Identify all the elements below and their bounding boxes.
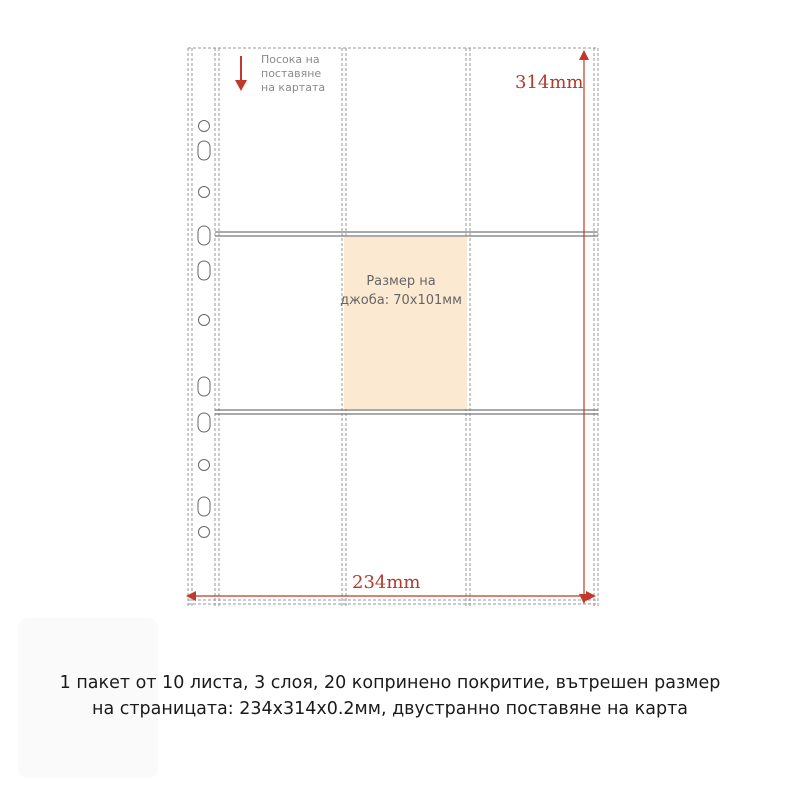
height-dimension-label: 314mm bbox=[515, 72, 584, 93]
punch-hole-icon bbox=[199, 527, 210, 538]
pocket-line-1: Размер на bbox=[366, 274, 436, 289]
pocket-line-2: джоба: 70x101мм bbox=[340, 293, 462, 308]
up-down-arrow-icon bbox=[579, 50, 589, 604]
punch-hole-icon bbox=[199, 121, 210, 132]
punch-hole-icon bbox=[198, 377, 210, 396]
down-arrow-icon bbox=[235, 56, 247, 91]
insertion-direction-label bbox=[261, 53, 325, 95]
highlighted-pocket bbox=[344, 237, 467, 409]
punch-holes bbox=[198, 121, 210, 538]
punch-hole-icon bbox=[199, 460, 210, 471]
punch-hole-icon bbox=[198, 413, 210, 432]
width-dimension-label: 234mm bbox=[352, 572, 421, 593]
pocket-size-label bbox=[321, 272, 481, 310]
punch-hole-icon bbox=[199, 187, 210, 198]
punch-hole-icon bbox=[198, 226, 210, 245]
hint-line-3: на картата bbox=[261, 81, 326, 94]
caption-line-1: 1 пакет от 10 листа, 3 слоя, 20 копринено покритие, вътрешен размер bbox=[59, 673, 721, 693]
punch-hole-icon bbox=[198, 497, 210, 516]
punch-hole-icon bbox=[198, 261, 210, 280]
punch-hole-icon bbox=[198, 141, 210, 160]
punch-hole-icon bbox=[199, 315, 210, 326]
hint-line-2: поставяне bbox=[261, 67, 322, 80]
caption-line-2: на страницата: 234x314x0.2мм, двустранно поставяне на карта bbox=[92, 699, 688, 719]
hint-line-1: Посока на bbox=[261, 53, 320, 66]
product-caption bbox=[0, 670, 780, 722]
